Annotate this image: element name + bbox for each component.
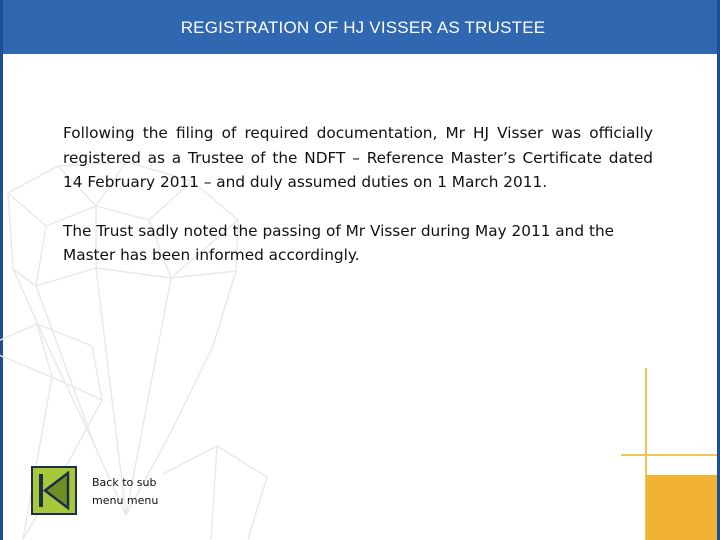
- page-title: REGISTRATION OF HJ VISSER AS TRUSTEE: [180, 18, 546, 37]
- back-to-start-icon: [33, 468, 75, 513]
- registration-paragraph: Following the filing of required documentation, Mr HJ Visser was officially registered as a Trustee of the NDFT – Reference Master’s Certificate dated 14 February 2011 – and duly assumed duties on 1 March 2011.: [63, 124, 653, 191]
- passing-paragraph: The Trust sadly noted the passing of Mr Visser during May 2011 and the Master has been informed accordingly.: [63, 221, 615, 264]
- content-area: [63, 121, 653, 268]
- back-to-sub-menu-link[interactable]: Back to sub menu menu: [92, 476, 159, 507]
- back-to-sub-menu-button[interactable]: [31, 466, 77, 515]
- gold-corner-block: [646, 475, 717, 540]
- title-banner: [0, 0, 720, 54]
